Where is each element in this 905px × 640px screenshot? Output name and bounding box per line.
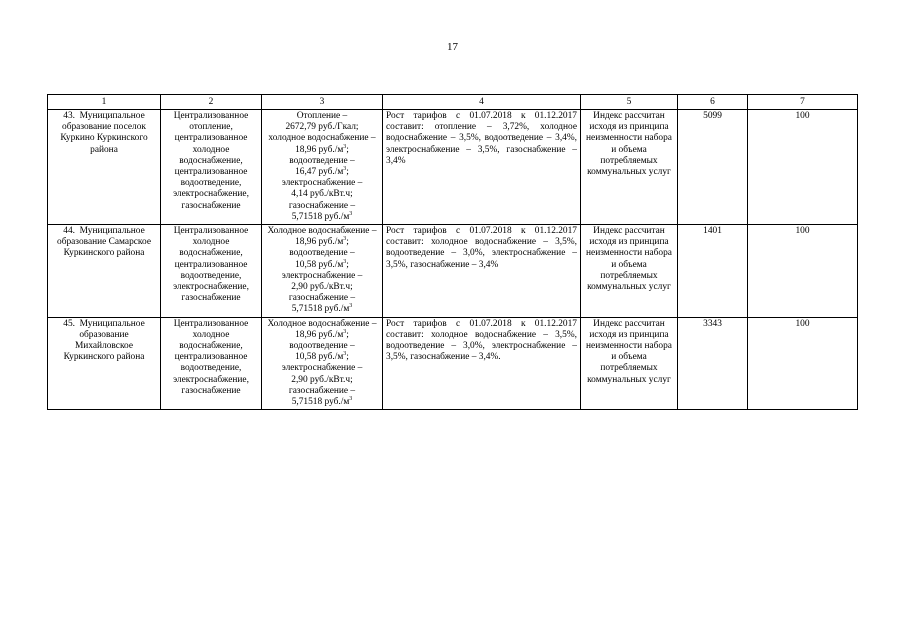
- tariff-value: 5,71518 руб./м: [291, 304, 350, 315]
- column-header: 3: [262, 95, 383, 110]
- column-header: 6: [678, 95, 748, 110]
- tariff-end: ;: [346, 237, 349, 248]
- superscript: 3: [343, 236, 347, 243]
- tariff-value: 2672,79 руб./Гкал;: [285, 122, 359, 133]
- tariff-end: ;: [346, 167, 349, 178]
- share-cell: 100: [748, 225, 858, 318]
- tariff-end: ;: [346, 144, 349, 155]
- index-note-cell: Индекс рассчитан исходя из принципа неизменности набора и объема потребляемых коммунальных услуг: [581, 110, 678, 225]
- tariff-label: холодное водоснабжение –: [268, 133, 376, 144]
- superscript: 3: [343, 143, 347, 150]
- tariff-table: [47, 94, 858, 410]
- growth-cell: Рост тарифов с 01.07.2018 к 01.12.2017 составит: холодное водоснабжение – 3,5%, водоотведение – 3,0%, электроснабжение – 3,5%, газоснабжение – 3,4%: [383, 225, 581, 318]
- tariff-label: водоотведение –: [289, 155, 355, 166]
- municipality-cell: [48, 110, 161, 225]
- superscript: 3: [349, 396, 353, 403]
- tariff-label: электроснабжение –: [281, 363, 363, 374]
- tariff-label: Отопление –: [296, 111, 348, 121]
- tariff-value: 10,58 руб./м: [295, 259, 344, 270]
- services-cell: Централизованное холодное водоснабжение, централизованное водоотведение, электроснабжение, газоснабжение: [161, 317, 262, 410]
- superscript: 3: [343, 258, 347, 265]
- tariff-value: 2,90 руб./кВт.ч;: [291, 282, 353, 293]
- column-header: 1: [48, 95, 161, 110]
- services-cell: Централизованное отопление, централизованное холодное водоснабжение, централизованное водоотведение, электроснабжение, газоснабжение: [161, 110, 262, 225]
- row-number: 45.: [63, 318, 75, 329]
- tariff-value: 5,71518 руб./м: [291, 397, 350, 408]
- row-number: 43.: [63, 111, 75, 121]
- tariff-label: Холодное водоснабжение –: [267, 318, 377, 329]
- population-cell: 5099: [678, 110, 748, 225]
- tariff-end: ;: [346, 259, 349, 270]
- row-number: 44.: [63, 226, 75, 237]
- column-header: 2: [161, 95, 262, 110]
- municipality-name: Муниципальное образование поселок Куркино Куркинского района: [60, 111, 148, 155]
- tariff-label: электроснабжение –: [281, 270, 363, 281]
- superscript: 3: [349, 303, 353, 310]
- superscript: 3: [343, 351, 347, 358]
- column-header: 4: [383, 95, 581, 110]
- tariff-label: водоотведение –: [289, 248, 355, 259]
- tariff-label: Холодное водоснабжение –: [267, 226, 377, 237]
- tariff-value: 5,71518 руб./м: [291, 211, 350, 222]
- tariff-value: 18,96 руб./м: [295, 329, 344, 340]
- table-row: [48, 317, 858, 410]
- municipality-name: Муниципальное образование Михайловское Куркинского района: [63, 318, 145, 363]
- index-note-cell: Индекс рассчитан исходя из принципа неизменности набора и объема потребляемых коммунальных услуг: [581, 225, 678, 318]
- superscript: 3: [349, 210, 353, 217]
- tariff-label: газоснабжение –: [288, 200, 356, 211]
- column-header: 5: [581, 95, 678, 110]
- page-number: 17: [447, 41, 458, 53]
- tariffs-cell: [262, 110, 383, 225]
- table-header-row: [48, 95, 858, 110]
- tariff-label: водоотведение –: [289, 341, 355, 352]
- tariff-value: 18,96 руб./м: [295, 237, 344, 248]
- tariff-value: 16,47 руб./м: [295, 167, 344, 178]
- table-row: [48, 225, 858, 318]
- services-cell: Централизованное холодное водоснабжение, централизованное водоотведение, электроснабжение, газоснабжение: [161, 225, 262, 318]
- municipality-name: Муниципальное образование Самарское Куркинского района: [57, 226, 151, 259]
- share-cell: 100: [748, 110, 858, 225]
- tariff-label: газоснабжение –: [288, 293, 356, 304]
- share-cell: 100: [748, 317, 858, 410]
- growth-cell: Рост тарифов с 01.07.2018 к 01.12.2017 составит: холодное водоснабжение – 3,5%, водоотведение – 3,0%, электроснабжение – 3,5%, газоснабжение – 3,4%.: [383, 317, 581, 410]
- tariff-value: 10,58 руб./м: [295, 352, 344, 363]
- population-cell: 3343: [678, 317, 748, 410]
- tariff-label: газоснабжение –: [288, 385, 356, 396]
- column-header: 7: [748, 95, 858, 110]
- tariff-value: 18,96 руб./м: [295, 144, 344, 155]
- table-row: [48, 110, 858, 225]
- tariff-end: ;: [346, 329, 349, 340]
- growth-cell: Рост тарифов с 01.07.2018 к 01.12.2017 составит: отопление – 3,72%, холодное водоснабжение – 3,5%, водоотведение – 3,4%, электроснабжение – 3,5%, газоснабжение – 3,4%: [383, 110, 581, 225]
- tariffs-cell: [262, 225, 383, 318]
- tariff-label: электроснабжение –: [281, 178, 363, 189]
- tariff-value: 2,90 руб./кВт.ч;: [291, 374, 353, 385]
- municipality-cell: [48, 225, 161, 318]
- index-note-cell: Индекс рассчитан исходя из принципа неизменности набора и объема потребляемых коммунальных услуг: [581, 317, 678, 410]
- tariff-end: ;: [346, 352, 349, 363]
- municipality-cell: [48, 317, 161, 410]
- superscript: 3: [343, 166, 347, 173]
- tariffs-cell: [262, 317, 383, 410]
- population-cell: 1401: [678, 225, 748, 318]
- superscript: 3: [343, 328, 347, 335]
- tariff-value: 4,14 руб./кВт.ч;: [291, 189, 353, 200]
